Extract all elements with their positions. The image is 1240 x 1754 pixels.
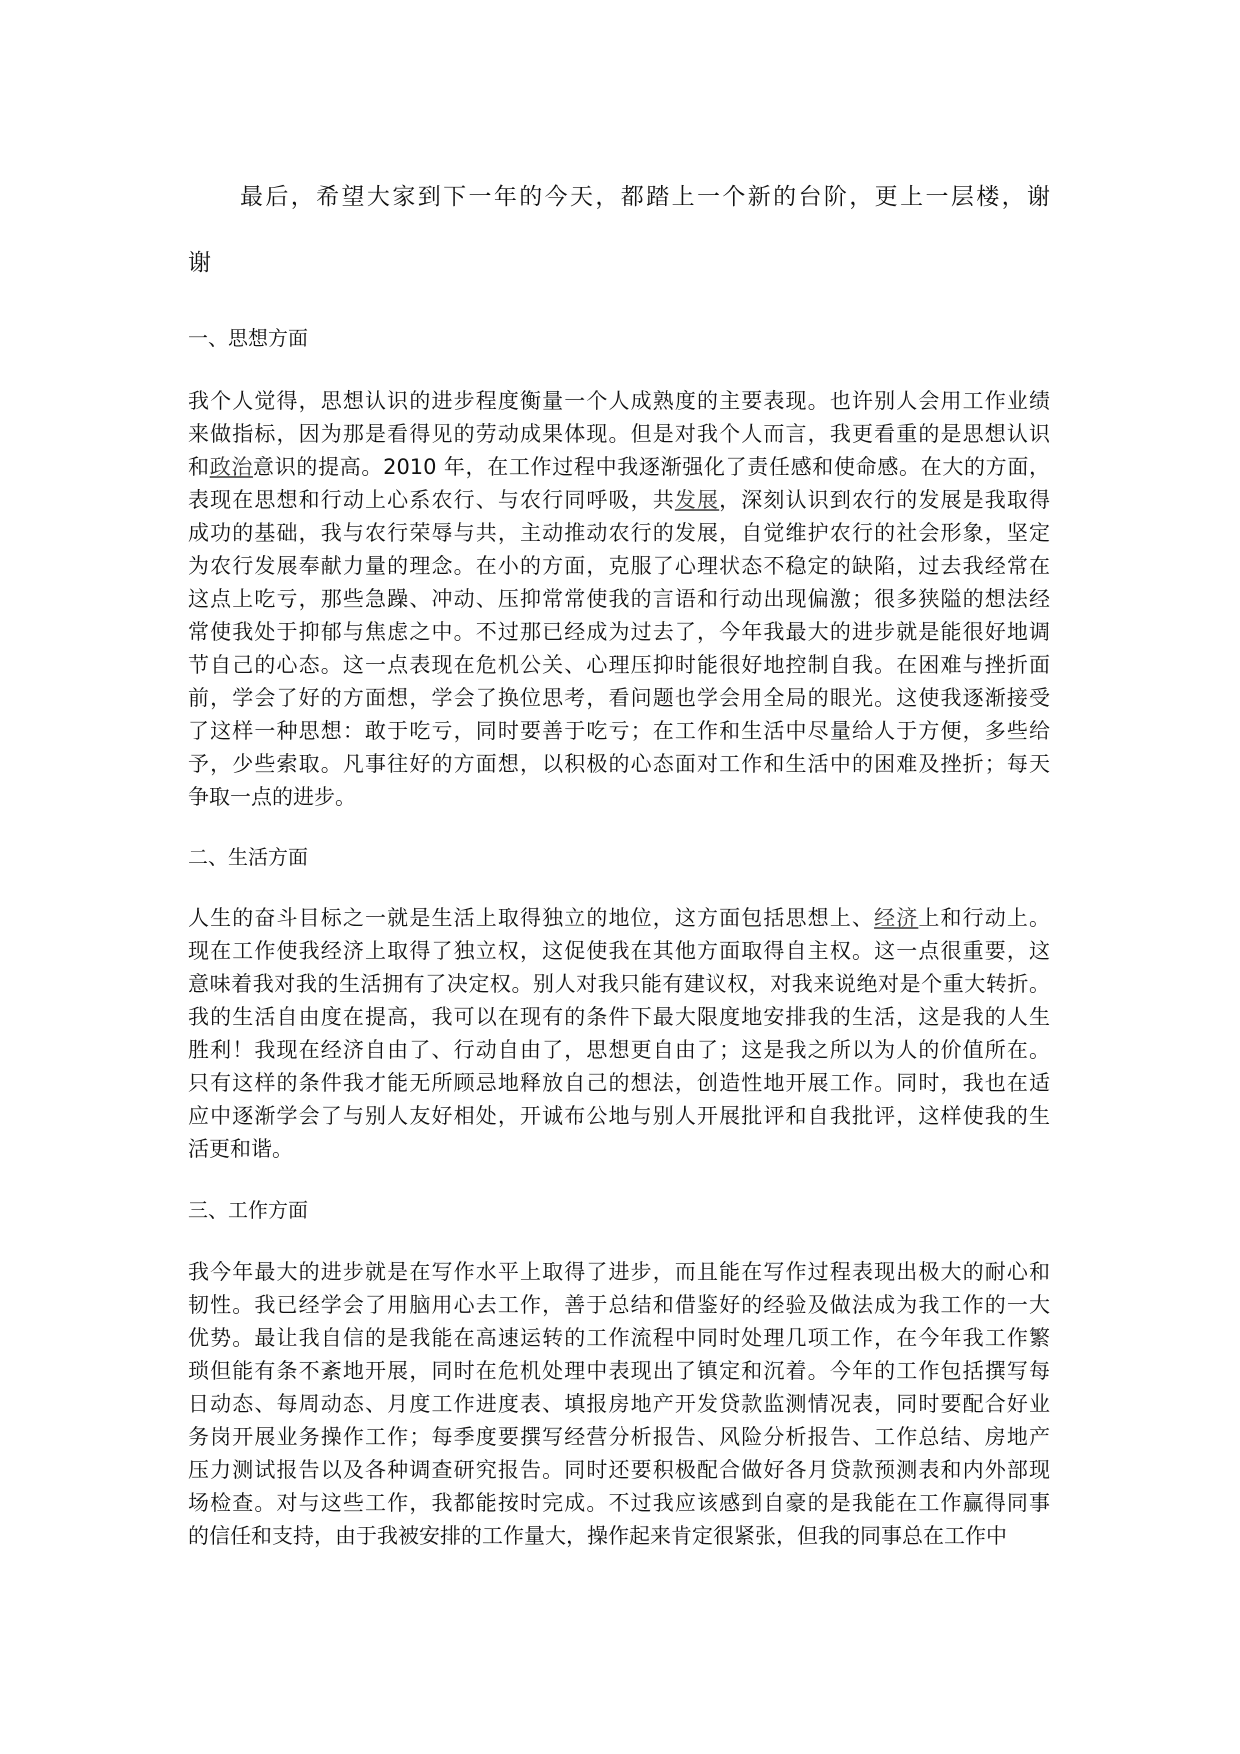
- text-run: 只有这样的条件我才能无所顾忌地释放自己的想法，创造性地开展工作。同时，我也在适: [188, 1071, 1050, 1095]
- text-run: 和: [188, 455, 210, 479]
- text-run: 我今年最大的进步就是在写作水平上取得了进步，而且能在写作过程表现出极大的耐心和: [188, 1260, 1050, 1284]
- paragraph-line: [188, 715, 1050, 748]
- section-body: [188, 902, 1050, 1166]
- paragraph-line: [188, 1388, 1050, 1421]
- text-run: 意味着我对我的生活拥有了决定权。别人对我只能有建议权，对我来说绝对是个重大转折。: [188, 972, 1050, 996]
- paragraph-line: [188, 583, 1050, 616]
- paragraph-line: [188, 1289, 1050, 1322]
- text-run: 应中逐渐学会了与别人友好相处，开诚布公地与别人开展批评和自我批评，这样使我的生: [188, 1104, 1050, 1128]
- text-run: 琐但能有条不紊地开展，同时在危机处理中表现出了镇定和沉着。今年的工作包括撰写每: [188, 1359, 1050, 1383]
- paragraph-line: [188, 418, 1050, 451]
- paragraph-line: [188, 649, 1050, 682]
- section-heading: 一、思想方面: [188, 326, 308, 350]
- paragraph-line: [188, 616, 1050, 649]
- closing-line: 谢: [188, 250, 211, 276]
- text-run: 予，少些索取。凡事往好的方面想，以积极的心态面对工作和生活中的困难及挫折；每天: [188, 752, 1050, 776]
- text-run: 了这样一种思想：敢于吃亏，同时要善于吃亏；在工作和生活中尽量给人于方便，多些给: [188, 719, 1050, 743]
- paragraph-line: [188, 1454, 1050, 1487]
- text-run: 这点上吃亏，那些急躁、冲动、压抑常常使我的言语和行动出现偏激；很多狭隘的想法经: [188, 587, 1050, 611]
- section-heading: 三、工作方面: [188, 1198, 308, 1222]
- paragraph-line: [188, 1034, 1050, 1067]
- text-run: 务岗开展业务操作工作；每季度要撰写经营分析报告、风险分析报告、工作总结、房地产: [188, 1425, 1050, 1449]
- paragraph-line: [188, 451, 1050, 484]
- keyword-link[interactable]: 经济: [874, 906, 919, 930]
- text-run: 日动态、每周动态、月度工作进度表、填报房地产开发贷款监测情况表，同时要配合好业: [188, 1392, 1050, 1416]
- paragraph-line: [188, 1421, 1050, 1454]
- paragraph-line: [188, 682, 1050, 715]
- paragraph-line: [188, 748, 1050, 781]
- text-run: 来做指标，因为那是看得见的劳动成果体现。但是对我个人而言，我更看重的是思想认识: [188, 422, 1050, 446]
- text-run: 上和行动上。: [918, 906, 1051, 930]
- paragraph-line: [188, 1487, 1050, 1520]
- paragraph-line: [188, 1355, 1050, 1388]
- text-run: 现在工作使我经济上取得了独立权，这促使我在其他方面取得自主权。这一点很重要，这: [188, 939, 1050, 963]
- paragraph-line: [188, 1001, 1050, 1034]
- text-run: 胜利！我现在经济自由了、行动自由了，思想更自由了；这是我之所以为人的价值所在。: [188, 1038, 1050, 1062]
- text-run: 为农行发展奉献力量的理念。在小的方面，克服了心理状态不稳定的缺陷，过去我经常在: [188, 554, 1050, 578]
- section-heading: 二、生活方面: [188, 845, 308, 869]
- paragraph-line: [188, 902, 1050, 935]
- text-run: 我的生活自由度在提高，我可以在现有的条件下最大限度地安排我的生活，这是我的人生: [188, 1005, 1050, 1029]
- text-run: 压力测试报告以及各种调查研究报告。同时还要积极配合做好各月贷款预测表和内外部现: [188, 1458, 1050, 1482]
- text-run: 表现在思想和行动上心系农行、与农行同呼吸，共: [188, 488, 675, 512]
- paragraph-line: [188, 550, 1050, 583]
- paragraph-line: [188, 517, 1050, 550]
- text-run: 人生的奋斗目标之一就是生活上取得独立的地位，这方面包括思想上、: [188, 906, 875, 930]
- paragraph-line: [188, 1067, 1050, 1100]
- section-body: [188, 385, 1050, 814]
- paragraph-line: [188, 385, 1050, 418]
- text-run: 场检查。对与这些工作，我都能按时完成。不过我应该感到自豪的是我能在工作赢得同事: [188, 1491, 1050, 1515]
- paragraph-line: [188, 484, 1050, 517]
- text-run: 常使我处于抑郁与焦虑之中。不过那已经成为过去了，今年我最大的进步就是能很好地调: [188, 620, 1050, 644]
- keyword-link[interactable]: 发展: [674, 488, 720, 512]
- paragraph-line: [188, 1100, 1050, 1133]
- text-run: 节自己的心态。这一点表现在危机公关、心理压抑时能很好地控制自我。在困难与挫折面: [188, 653, 1050, 677]
- text-run: 前，学会了好的方面想，学会了换位思考，看问题也学会用全局的眼光。这使我逐渐接受: [188, 686, 1050, 710]
- paragraph-line: [188, 968, 1050, 1001]
- text-run: 争取一点的进步。: [188, 785, 356, 809]
- closing-line: 最后，希望大家到下一年的今天，都踏上一个新的台阶，更上一层楼，谢: [240, 184, 1050, 210]
- paragraph-line: [188, 1133, 1050, 1166]
- paragraph-line: [188, 1322, 1050, 1355]
- text-run: 成功的基础，我与农行荣辱与共，主动推动农行的发展，自觉维护农行的社会形象，坚定: [188, 521, 1050, 545]
- paragraph-line: [188, 1520, 1050, 1553]
- paragraph-line: [188, 781, 1050, 814]
- text-run: 我个人觉得，思想认识的进步程度衡量一个人成熟度的主要表现。也许别人会用工作业绩: [188, 389, 1050, 413]
- keyword-link[interactable]: 政治: [209, 455, 254, 479]
- text-run: 韧性。我已经学会了用脑用心去工作，善于总结和借鉴好的经验及做法成为我工作的一大: [188, 1293, 1050, 1317]
- text-run: ，深刻认识到农行的发展是我取得: [719, 488, 1051, 512]
- text-run: 优势。最让我自信的是我能在高速运转的工作流程中同时处理几项工作，在今年我工作繁: [188, 1326, 1050, 1350]
- paragraph-line: [188, 935, 1050, 968]
- text-run: 意识的提高。2010 年，在工作过程中我逐渐强化了责任感和使命感。在大的方面，: [253, 455, 1051, 479]
- text-run: 的信任和支持，由于我被安排的工作量大，操作起来肯定很紧张，但我的同事总在工作中: [188, 1524, 1007, 1548]
- paragraph-line: [188, 1256, 1050, 1289]
- section-body: [188, 1256, 1050, 1553]
- text-run: 活更和谐。: [188, 1137, 293, 1161]
